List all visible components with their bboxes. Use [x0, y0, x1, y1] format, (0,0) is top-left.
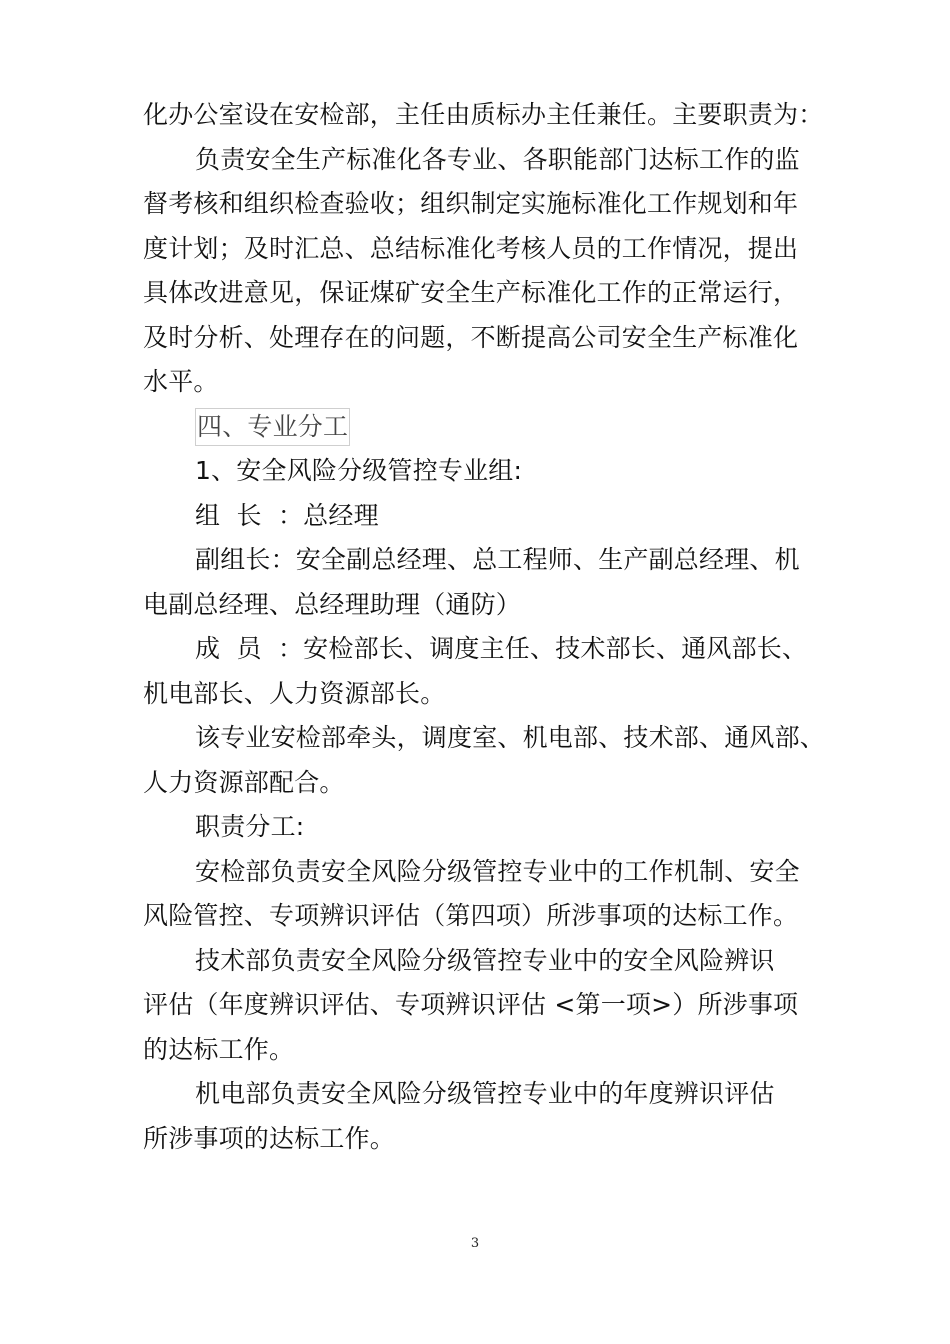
paragraph-line: 具体改进意见，保证煤矿安全生产标准化工作的正常运行， — [143, 278, 799, 307]
members-line: 成 员 ：安检部长、调度主任、技术部长、通风部长、 — [195, 634, 808, 663]
paragraph-line: 风险管控、专项辨识评估（第四项）所涉事项的达标工作。 — [143, 901, 799, 930]
duties-heading: 职责分工: — [195, 812, 305, 841]
paragraph-line: 电副总经理、总经理助理（通防） — [143, 589, 522, 619]
section-heading: 四、专业分工 — [195, 408, 350, 446]
leader-line: 组 长 ：总经理 — [195, 500, 379, 530]
paragraph-line: 所涉事项的达标工作。 — [143, 1123, 396, 1153]
paragraph-line: 评估（年度辨识评估、专项辨识评估 <第一项>）所涉事项 — [143, 990, 799, 1019]
subsection-heading: 1、安全风险分级管控专业组: — [195, 456, 523, 485]
section-heading-line — [143, 405, 823, 450]
paragraph-line: 技术部负责安全风险分级管控专业中的安全风险辨识 — [195, 945, 775, 975]
paragraph-line: 化办公室设在安检部，主任由质标办主任兼任。主要职责为： — [143, 100, 824, 129]
paragraph-line: 安检部负责安全风险分级管控专业中的工作机制、安全 — [195, 856, 800, 886]
deputy-leader-line: 副组长：安全副总经理、总工程师、生产副总经理、机 — [195, 545, 800, 574]
document-body — [143, 93, 826, 1161]
paragraph-line: 负责安全生产标准化各专业、各职能部门达标工作的监 — [195, 144, 800, 174]
page-number: 3 — [470, 1236, 480, 1251]
paragraph-line: 度计划；及时汇总、总结标准化考核人员的工作情况，提出 — [143, 233, 799, 263]
paragraph-line: 水平。 — [143, 367, 219, 396]
paragraph-line: 人力资源部配合。 — [143, 767, 345, 797]
paragraph-line: 机电部长、人力资源部长。 — [143, 678, 446, 708]
paragraph-line: 该专业安检部牵头，调度室、机电部、技术部、通风部、 — [195, 723, 826, 752]
paragraph-line: 的达标工作。 — [143, 1034, 295, 1064]
paragraph-line: 机电部负责安全风险分级管控专业中的年度辨识评估 — [195, 1079, 775, 1108]
paragraph-line: 及时分析、处理存在的问题，不断提高公司安全生产标准化 — [143, 322, 799, 352]
paragraph-line: 督考核和组织检查验收；组织制定实施标准化工作规划和年 — [143, 189, 799, 218]
